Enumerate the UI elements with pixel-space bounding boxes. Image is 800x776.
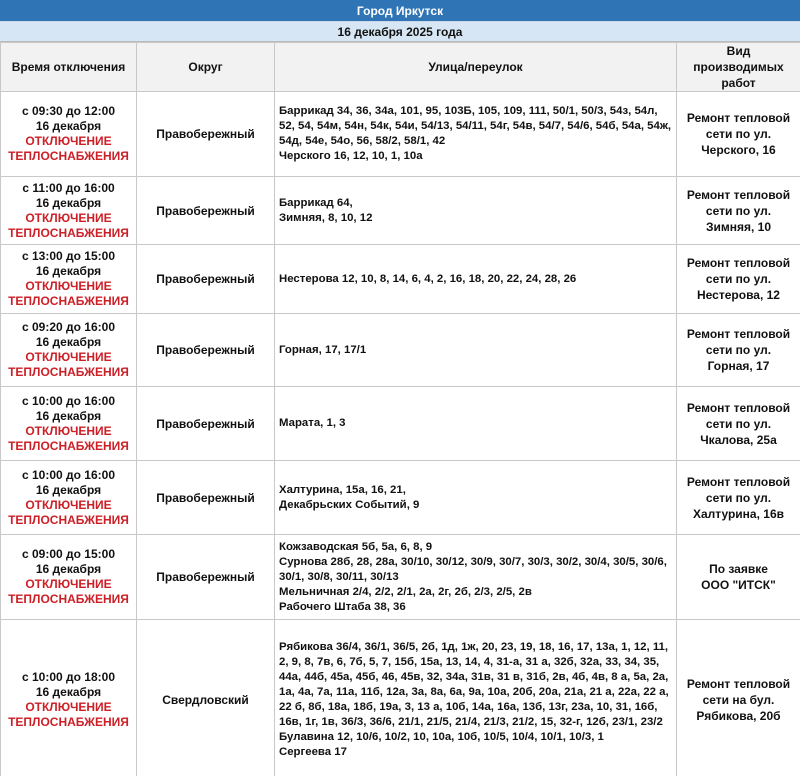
warning-label-line2: ТЕПЛОСНАБЖЕНИЯ	[8, 365, 129, 379]
outage-table	[0, 42, 800, 776]
street-line: Мельничная 2/4, 2/2, 2/1, 2а, 2г, 2б, 2/3, 2/5, 2в	[279, 585, 532, 598]
street-line: Халтурина, 15а, 16, 21,	[279, 483, 406, 496]
time-range: с 10:00 до 18:00	[21, 669, 115, 684]
district-cell: Правобережный	[137, 461, 275, 535]
work-line: Ремонт тепловой	[686, 676, 791, 691]
district-cell: Правобережный	[137, 314, 275, 387]
time-range: с 13:00 до 15:00	[21, 249, 115, 263]
work-line: сети по ул.	[705, 416, 772, 431]
work-type-cell	[677, 92, 800, 177]
work-line: сети по ул.	[705, 203, 772, 218]
outage-date: 16 декабря	[35, 195, 102, 210]
time-range: с 09:00 до 15:00	[21, 547, 115, 561]
work-line: Ремонт тепловой	[686, 111, 791, 125]
work-line: По заявке	[709, 562, 768, 576]
street-line: Горная, 17, 17/1	[279, 343, 367, 356]
time-range: с 10:00 до 16:00	[21, 393, 115, 408]
work-line: Ремонт тепловой	[686, 327, 791, 341]
outage-date: 16 декабря	[35, 408, 102, 423]
streets-cell	[275, 92, 677, 177]
work-line: Чкалова, 25а	[700, 432, 777, 447]
warning-label-line2: ТЕПЛОСНАБЖЕНИЯ	[8, 294, 129, 308]
outage-time-cell	[1, 245, 137, 314]
street-line: Нестерова 12, 10, 8, 14, 6, 4, 2, 16, 18, 20, 22, 24, 28, 26	[279, 272, 577, 285]
district-cell: Свердловский	[137, 620, 275, 776]
table-row	[1, 245, 800, 314]
street-line: Баррикад 64,	[279, 196, 353, 209]
street-line: Рябикова 36/4, 36/1, 36/5, 2б, 1д, 1ж, 20, 23, 19, 18, 16, 17, 13а, 1, 12, 11, 2, 9, 8, 7в, 6, 7б, 5, 7, 15б, 15а, 13, 14, 4, 31-а, 31 а, 32б, 32а, 33, 34, 35, 44а, 44б, 45а, 45б, 46, 45в, 32, 34а, 31в, 31 в, 31б, 2в, 4б, 4в, 8 а, 5а, 2а, 1а, 4а, 7а, 11а, 11б, 12а, 3а, 8а, 6а, 9а, 10а, 20б, 20а, 21а, 21 а, 22а, 22 а, 22 б, 8б, 18а, 18б, 19а, 3, 13 а, 10б, 14а, 16а, 13б, 13г, 23а, 10, 31, 16б, 16в, 1г, 1в, 36/3, 36/6, 21/1, 21/5, 21/4, 21/3, 21/2, 15, 32-г, 12б, 23/1, 23/2	[279, 640, 669, 728]
outage-time-cell	[1, 92, 137, 177]
outage-time-cell	[1, 620, 137, 776]
work-line: сети на бул.	[702, 692, 775, 707]
warning-label-line2: ТЕПЛОСНАБЖЕНИЯ	[8, 714, 129, 729]
work-line: Халтурина, 16в	[692, 506, 784, 521]
warning-label-line1: ОТКЛЮЧЕНИЕ	[25, 279, 112, 293]
street-line: Черского 16, 12, 10, 1, 10а	[279, 150, 423, 162]
column-header-time: Время отключения	[1, 43, 137, 92]
district-cell: Правобережный	[137, 535, 275, 620]
warning-label-line1: ОТКЛЮЧЕНИЕ	[25, 423, 112, 438]
streets-cell	[275, 314, 677, 387]
warning-label-line2: ТЕПЛОСНАБЖЕНИЯ	[8, 438, 129, 453]
warning-label-line1: ОТКЛЮЧЕНИЕ	[25, 577, 112, 591]
outage-date: 16 декабря	[35, 119, 102, 133]
table-row	[1, 461, 800, 535]
district-cell: Правобережный	[137, 92, 275, 177]
district-cell: Правобережный	[137, 245, 275, 314]
time-range: с 10:00 до 16:00	[21, 467, 115, 482]
table-row	[1, 535, 800, 620]
district-cell: Правобережный	[137, 177, 275, 245]
street-line: Кожзаводская 5б, 5а, 6, 8, 9	[279, 540, 433, 553]
warning-label-line1: ОТКЛЮЧЕНИЕ	[25, 210, 112, 225]
street-line: Баррикад 34, 36, 34а, 101, 95, 103Б, 105, 109, 111, 50/1, 50/3, 54з, 54л, 52, 54, 54м, 54н, 54к, 54и, 54/13, 54/11, 54г, 54в, 54/7, 54/6, 54б, 54а, 54ж, 54д, 54е, 54о, 56, 58/2, 58/1, 42	[279, 105, 672, 147]
time-range: с 09:30 до 12:00	[21, 104, 115, 118]
district-cell: Правобережный	[137, 387, 275, 461]
work-line: Ремонт тепловой	[686, 400, 791, 415]
time-range: с 11:00 до 16:00	[22, 180, 115, 195]
warning-label-line2: ТЕПЛОСНАБЖЕНИЯ	[8, 512, 129, 527]
outage-date: 16 декабря	[35, 562, 102, 576]
work-line: сети по ул.	[705, 127, 772, 141]
work-type-cell	[677, 387, 800, 461]
outage-time-cell	[1, 314, 137, 387]
outage-time-cell	[1, 177, 137, 245]
warning-label-line2: ТЕПЛОСНАБЖЕНИЯ	[8, 592, 129, 606]
street-line: Сергеева 17	[279, 745, 347, 758]
column-header-streets: Улица/переулок	[275, 43, 677, 92]
warning-label-line1: ОТКЛЮЧЕНИЕ	[25, 497, 112, 512]
work-line: Ремонт тепловой	[686, 256, 791, 270]
work-line: ООО "ИТСК"	[701, 578, 776, 592]
work-line: Нестерова, 12	[697, 288, 780, 302]
streets-cell	[275, 245, 677, 314]
outage-time-cell	[1, 387, 137, 461]
outage-date: 16 декабря	[35, 482, 102, 497]
streets-cell	[275, 535, 677, 620]
column-header-district: Округ	[137, 43, 275, 92]
table-row	[1, 92, 800, 177]
warning-label-line1: ОТКЛЮЧЕНИЕ	[25, 134, 112, 148]
work-type-cell	[677, 535, 800, 620]
date-subtitle: 16 декабря 2025 года	[0, 22, 800, 42]
table-row	[1, 620, 800, 776]
warning-label-line2: ТЕПЛОСНАБЖЕНИЯ	[8, 149, 129, 163]
column-header-work: Вид производимых работ	[677, 43, 800, 92]
streets-cell	[275, 177, 677, 245]
table-header-row	[1, 43, 800, 92]
street-line: Декабрьских Событий, 9	[279, 498, 420, 511]
work-line: сети по ул.	[705, 490, 772, 505]
warning-label-line2: ТЕПЛОСНАБЖЕНИЯ	[8, 225, 129, 240]
table-row	[1, 314, 800, 387]
outage-time-cell	[1, 461, 137, 535]
work-line: сети по ул.	[705, 343, 772, 357]
street-line: Марата, 1, 3	[279, 417, 346, 429]
street-line: Рабочего Штаба 38, 36	[279, 600, 406, 613]
work-type-cell	[677, 177, 800, 245]
table-row	[1, 387, 800, 461]
outage-date: 16 декабря	[35, 335, 102, 349]
streets-cell	[275, 387, 677, 461]
work-line: Черского, 16	[701, 143, 776, 157]
street-line: Зимняя, 8, 10, 12	[279, 211, 373, 224]
outage-time-cell	[1, 535, 137, 620]
city-title: Город Иркутск	[0, 0, 800, 22]
outage-date: 16 декабря	[35, 684, 102, 699]
work-line: Зимняя, 10	[705, 219, 772, 234]
work-line: Горная, 17	[707, 359, 770, 373]
work-line: Ремонт тепловой	[686, 187, 791, 202]
work-type-cell	[677, 314, 800, 387]
outage-date: 16 декабря	[35, 264, 102, 278]
warning-label-line1: ОТКЛЮЧЕНИЕ	[25, 350, 112, 364]
street-line: Булавина 12, 10/6, 10/2, 10, 10а, 10б, 10/5, 10/4, 10/1, 10/3, 1	[279, 730, 604, 743]
streets-cell	[275, 461, 677, 535]
work-line: сети по ул.	[705, 272, 772, 286]
work-line: Ремонт тепловой	[686, 474, 791, 489]
street-line: Сурнова 28б, 28, 28а, 30/10, 30/12, 30/9, 30/7, 30/3, 30/2, 30/4, 30/5, 30/6, 30/1, 30/8, 30/11, 30/13	[279, 555, 667, 583]
table-row	[1, 177, 800, 245]
time-range: с 09:20 до 16:00	[21, 320, 115, 334]
streets-cell	[275, 620, 677, 776]
work-line: Рябикова, 20б	[696, 708, 781, 723]
work-type-cell	[677, 620, 800, 776]
work-type-cell	[677, 461, 800, 535]
warning-label-line1: ОТКЛЮЧЕНИЕ	[25, 699, 112, 714]
work-type-cell	[677, 245, 800, 314]
